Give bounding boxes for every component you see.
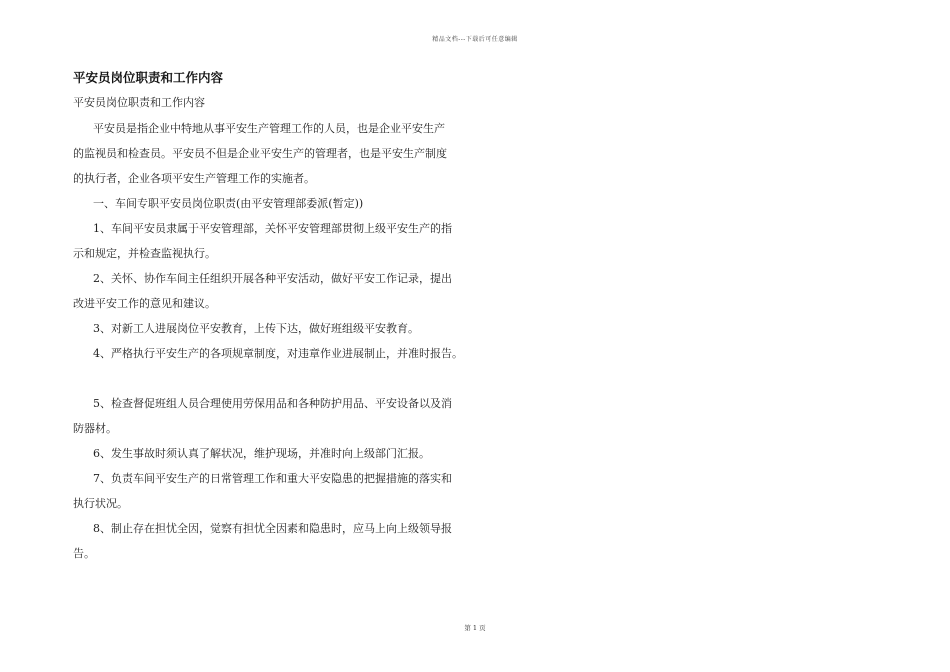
paragraph-line: 示和规定，并检查监视执行。 <box>73 247 216 260</box>
paragraph-line: 改进平安工作的意见和建议。 <box>73 297 216 310</box>
paragraph-line: 6、发生事故时须认真了解状况，维护现场，并准时向上级部门汇报。 <box>93 447 430 460</box>
paragraph-line: 的执行者，企业各项平安生产管理工作的实施者。 <box>73 172 315 185</box>
section-heading: 一、车间专职平安员岗位职责(由平安管理部委派(暂定)) <box>93 197 364 210</box>
paragraph-line: 5、检查督促班组人员合理使用劳保用品和各种防护用品、平安设备以及消 <box>93 397 452 410</box>
paragraph-line: 告。 <box>73 547 95 560</box>
paragraph-line: 3、对新工人进展岗位平安教育，上传下达，做好班组级平安教育。 <box>93 322 419 335</box>
paragraph-line: 2、关怀、协作车间主任组织开展各种平安活动，做好平安工作记录，提出 <box>93 272 452 285</box>
document-subtitle: 平安员岗位职责和工作内容 <box>73 96 205 109</box>
document-title: 平安员岗位职责和工作内容 <box>73 70 224 85</box>
paragraph-line: 8、制止存在担忧全因，觉察有担忧全因素和隐患时，应马上向上级领导报 <box>93 522 452 535</box>
paragraph-line: 防器材。 <box>73 422 117 435</box>
paragraph-line: 7、负责车间平安生产的日常管理工作和重大平安隐患的把握措施的落实和 <box>93 472 452 485</box>
paragraph-line: 的监视员和检查员。平安员不但是企业平安生产的管理者，也是平安生产制度 <box>73 147 447 160</box>
paragraph-line: 平安员是指企业中特地从事平安生产管理工作的人员，也是企业平安生产 <box>93 122 445 135</box>
paragraph-line: 1、车间平安员隶属于平安管理部，关怀平安管理部贯彻上级平安生产的指 <box>93 222 452 235</box>
header-note: 精品文档---下载后可任意编辑 <box>432 36 518 43</box>
paragraph-line: 4、严格执行平安生产的各项规章制度，对违章作业进展制止，并准时报告。 <box>93 347 463 360</box>
paragraph-line: 执行状况。 <box>73 497 128 510</box>
page-number: 第 1 页 <box>464 624 486 632</box>
